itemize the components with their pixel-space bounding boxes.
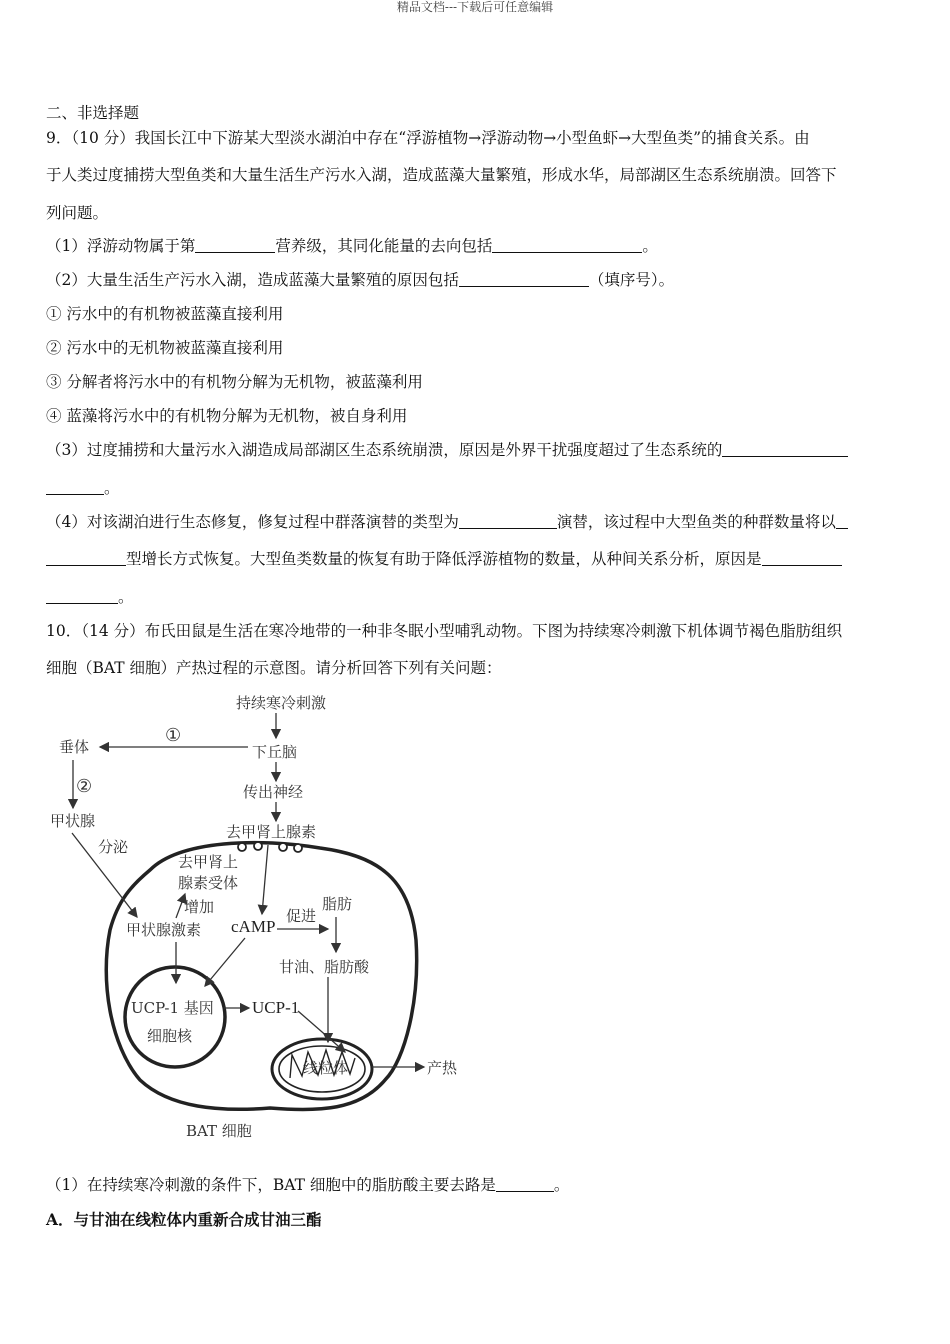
answer-blank (722, 442, 848, 457)
q9-option-2: ② 污水中的无机物被蓝藻直接利用 (46, 339, 284, 357)
q9-stem-line1 (46, 128, 810, 148)
q9-stem-line2: 于人类过度捕捞大型鱼类和大量生活生产污水入湖，造成蓝藻大量繁殖，形成水华，局部湖区生态系统崩溃。回答下 (46, 166, 837, 184)
label-stimulus: 持续寒冷刺激 (236, 694, 327, 712)
label-nucleus: 细胞核 (147, 1027, 193, 1045)
label-promote: 促进 (286, 907, 317, 925)
q10-option-a: A．与甘油在线粒体内重新合成甘油三酯 (46, 1210, 322, 1229)
cell-membrane (106, 843, 416, 1110)
receptor-icon (279, 843, 287, 851)
answer-blank (496, 1177, 554, 1192)
answer-blank (46, 480, 104, 495)
q9-stem-line3: 列问题。 (46, 204, 109, 222)
q9-p3-text-a: （3）过度捕捞和大量污水入湖造成局部湖区生态系统崩溃，原因是外界干扰强度超过了生态系统的 (46, 441, 723, 459)
receptor-icon (294, 844, 302, 852)
q9-part2 (46, 270, 674, 290)
q9-option-3: ③ 分解者将污水中的有机物分解为无机物，被蓝藻利用 (46, 373, 423, 391)
answer-blank (492, 238, 642, 253)
answer-blank (836, 514, 848, 529)
q9-part3-cont (46, 478, 120, 498)
answer-blank (762, 551, 842, 566)
q9-p4-text-c: 型增长方式恢复。大型鱼类数量的恢复有助于降低浮游植物的数量，从种间关系分析，原因是 (126, 550, 762, 568)
q9-p1-text-b: 营养级，其同化能量的去向包括 (275, 237, 493, 255)
receptor-icon (254, 842, 262, 850)
label-thyroxine: 甲状腺激素 (126, 921, 202, 939)
q9-p2-text-a: （2）大量生活生产污水入湖，造成蓝藻大量繁殖的原因包括 (46, 271, 459, 289)
label-pituitary: 垂体 (59, 738, 90, 756)
q10-stem-line1 (46, 621, 842, 641)
q9-option-1: ① 污水中的有机物被蓝藻直接利用 (46, 305, 284, 323)
label-bat-cell: BAT 细胞 (186, 1122, 252, 1140)
answer-blank (195, 238, 275, 253)
q9-number: 9． (46, 129, 72, 147)
label-step-2: ② (76, 776, 93, 797)
nucleus-shape (125, 967, 225, 1067)
label-fat: 脂肪 (322, 895, 353, 913)
q10-score: （14 分） (81, 622, 145, 640)
q9-part4-cont2 (46, 587, 134, 607)
label-receptor-line1: 去甲肾上 (178, 853, 239, 871)
label-norepinephrine: 去甲肾上腺素 (226, 823, 317, 841)
q9-text1: 我国长江中下游某大型淡水湖泊中存在“浮游植物→浮游动物→小型鱼虾→大型鱼类”的捕食关系。由 (134, 129, 810, 147)
q10-text1: 布氏田鼠是生活在寒冷地带的一种非冬眠小型哺乳动物。下图为持续寒冷刺激下机体调节褐色脂肪组织 (144, 622, 843, 640)
page-header: 精品文档---下载后可任意编辑 (396, 0, 554, 14)
label-ucp1-gene: UCP-1 基因 (131, 999, 214, 1017)
answer-blank (459, 514, 557, 529)
label-increase: 增加 (184, 898, 215, 916)
q9-option-4: ④ 蓝藻将污水中的有机物分解为无机物，被自身利用 (46, 407, 408, 425)
q9-part4 (46, 512, 848, 532)
q9-part1 (46, 236, 658, 256)
label-secrete: 分泌 (98, 838, 129, 856)
receptor-icon (238, 843, 246, 851)
q10-number: 10． (46, 622, 82, 640)
q9-p1-text-a: （1）浮游动物属于第 (46, 237, 196, 255)
label-hypothalamus: 下丘脑 (252, 743, 298, 761)
label-thyroid: 甲状腺 (50, 812, 96, 830)
q9-part3 (46, 440, 848, 460)
q10-p1-text-b: 。 (553, 1176, 570, 1194)
q9-p1-text-c: 。 (642, 237, 658, 255)
q9-score: （10 分） (71, 129, 135, 147)
label-camp: cAMP (231, 917, 276, 936)
label-heat: 产热 (427, 1059, 458, 1077)
answer-blank (46, 589, 118, 604)
section-title: 二、非选择题 (46, 104, 140, 122)
label-mitochondria: 线粒体 (303, 1059, 349, 1077)
answer-blank (459, 272, 589, 287)
q9-p4-text-b: 演替，该过程中大型鱼类的种群数量将以 (556, 513, 836, 531)
label-ucp1: UCP-1 (252, 998, 300, 1017)
q9-p3-text-b: 。 (104, 479, 120, 497)
label-step-1: ① (165, 725, 182, 746)
q10-part1 (46, 1175, 569, 1195)
bat-cell-diagram (0, 680, 520, 1150)
q10-stem-line2: 细胞（BAT 细胞）产热过程的示意图。请分析回答下列有关问题： (46, 659, 502, 677)
label-receptor-line2: 腺素受体 (178, 874, 239, 892)
q10-p1-text-a: （1）在持续寒冷刺激的条件下，BAT 细胞中的脂肪酸主要去路是 (46, 1176, 496, 1194)
q9-p4-text-d: 。 (118, 588, 134, 606)
q9-part4-cont (46, 549, 842, 569)
answer-blank (46, 551, 126, 566)
label-efferent-nerve: 传出神经 (243, 783, 304, 801)
q9-p2-text-b: （填序号）。 (588, 271, 675, 289)
label-glycerol-fatty-acid: 甘油、脂肪酸 (279, 958, 370, 976)
q9-p4-text-a: （4）对该湖泊进行生态修复，修复过程中群落演替的类型为 (46, 513, 459, 531)
